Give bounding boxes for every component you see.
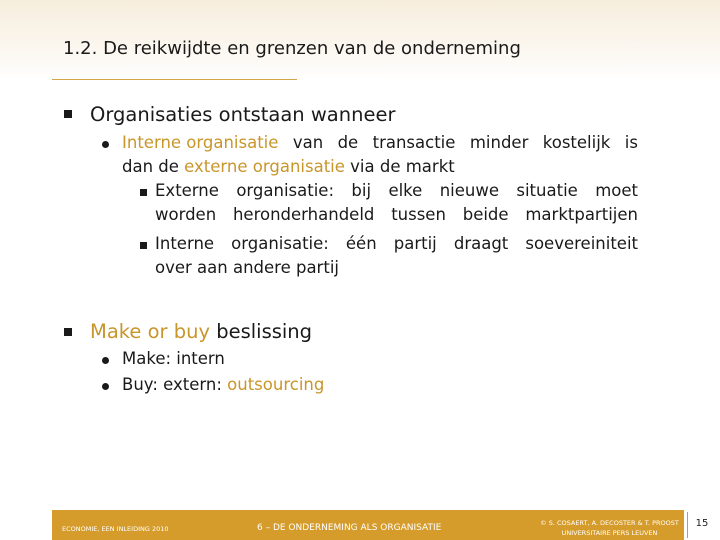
bullet-organisaties: Organisaties ontstaan wanneer [90, 103, 396, 126]
bullet-make-or-buy [90, 320, 312, 343]
footer-course-title: ECONOMIE, EEN INLEIDING 2010 [62, 525, 169, 533]
word: beide [462, 205, 509, 224]
text-segment: Buy: extern: [122, 375, 228, 394]
round-bullet-icon [102, 141, 109, 148]
word: partij [393, 234, 437, 253]
sub-bullet-make [122, 349, 225, 368]
word: tussen [391, 205, 446, 224]
footer-copyright [537, 518, 682, 538]
externe-organisatie-highlight: externe organisatie [184, 157, 345, 176]
word: nieuwe [439, 181, 499, 200]
footer-bar [52, 510, 684, 540]
sub-bullet-buy [122, 375, 324, 394]
page-number: 15 [695, 518, 709, 529]
sub-bullet-interne-line1 [122, 133, 638, 152]
word: kostelijk [542, 133, 611, 152]
round-bullet-icon [102, 383, 109, 390]
round-bullet-icon [102, 357, 109, 364]
word: draagt [453, 234, 509, 253]
text-segment: dan de [122, 157, 185, 176]
outsourcing-highlight: outsourcing [227, 375, 325, 394]
word: Externe [155, 181, 219, 200]
word: soevereiniteit [525, 234, 638, 253]
word: transactie [372, 133, 456, 152]
word: één [345, 234, 377, 253]
word: elke [388, 181, 423, 200]
square-bullet-icon [140, 242, 147, 249]
word: heronderhandeld [232, 205, 375, 224]
square-bullet-icon [64, 328, 72, 336]
word: minder [469, 133, 529, 152]
word: organisatie: [236, 181, 334, 200]
subsub-interne-line1 [155, 234, 638, 253]
word: bij [351, 181, 372, 200]
word: Interne organisatie [122, 133, 279, 152]
subsub-externe-line1 [155, 181, 638, 200]
make-or-buy-highlight: Make or buy [90, 320, 210, 343]
text-segment: via de markt [344, 157, 455, 176]
word: organisatie: [231, 234, 329, 253]
square-bullet-icon [64, 110, 72, 118]
subsub-interne-line2: over aan andere partij [155, 258, 339, 277]
word: worden [155, 205, 217, 224]
sub-bullet-interne-line2 [122, 157, 455, 176]
text-segment: Make: intern [122, 349, 225, 368]
page-number-divider [687, 512, 688, 538]
footer-chapter-title: 6 – DE ONDERNEMING ALS ORGANISATIE [257, 523, 442, 533]
word: moet [595, 181, 638, 200]
word: van [292, 133, 324, 152]
slide-title: 1.2. De reikwijdte en grenzen van de onderneming [63, 38, 521, 59]
word: de [337, 133, 359, 152]
square-bullet-icon [140, 189, 147, 196]
word: Interne [155, 234, 215, 253]
footer-copyright-line1: © S. COSAERT, A. DECOSTER & T. PROOST [540, 519, 679, 527]
subsub-externe-line2 [155, 205, 638, 224]
word: is [624, 133, 638, 152]
footer-copyright-line2: UNIVERSITAIRE PERS LEUVEN [561, 529, 658, 537]
word: situatie [516, 181, 578, 200]
word: marktpartijen [525, 205, 638, 224]
text-segment: beslissing [210, 320, 313, 343]
